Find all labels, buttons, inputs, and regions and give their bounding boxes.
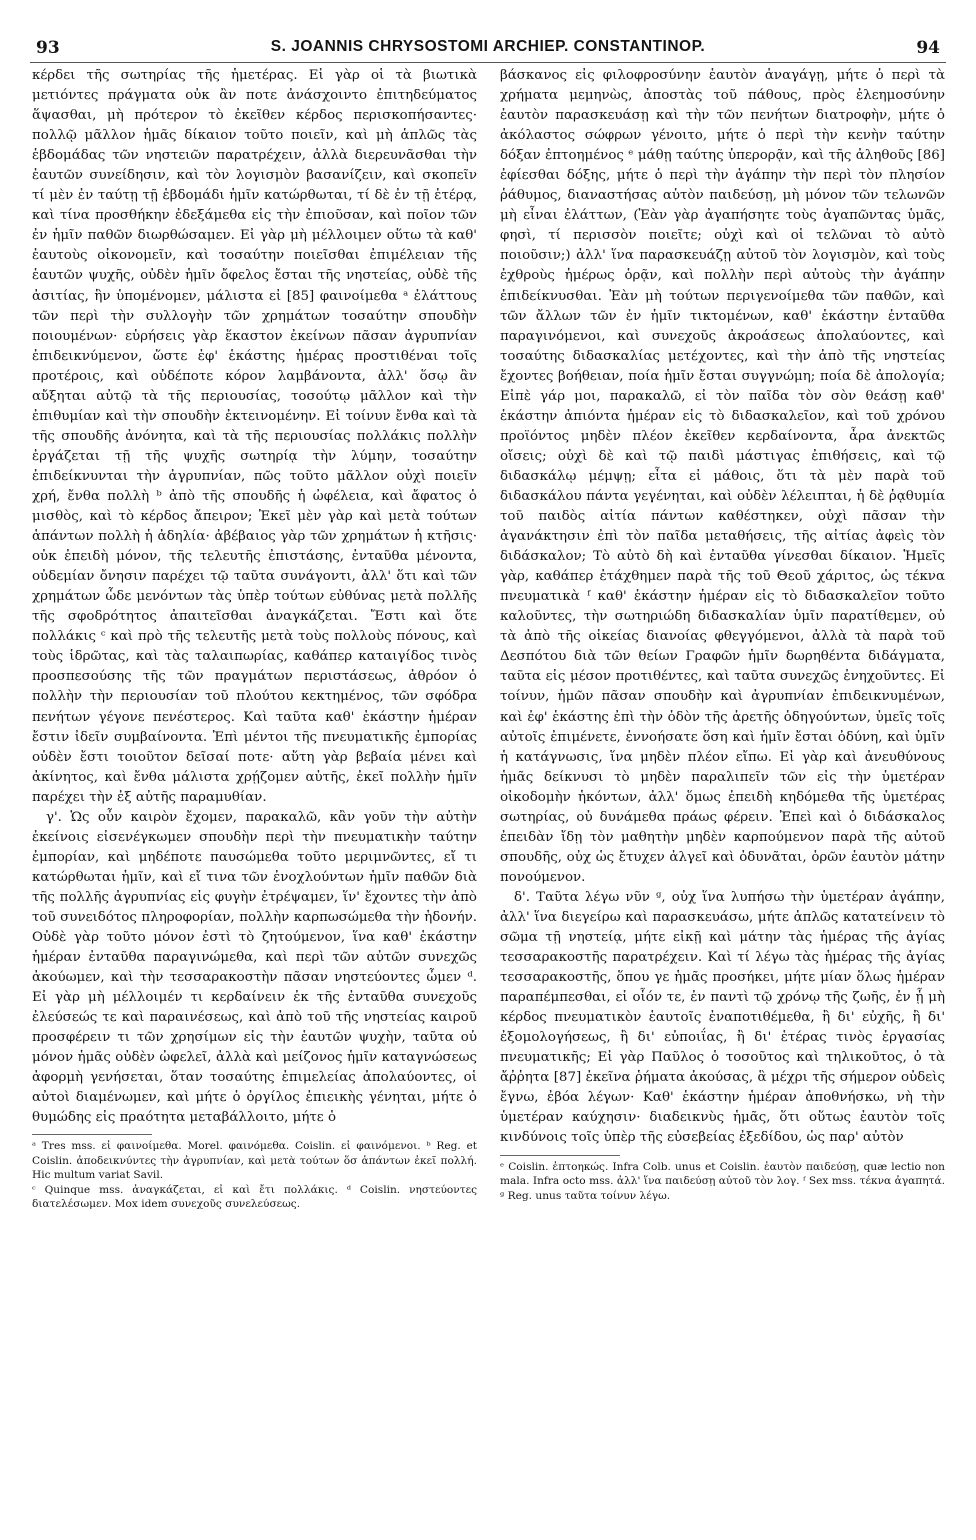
left-column — [32, 66, 477, 1212]
page-number-right: 94 — [916, 38, 940, 58]
footnote: ᵉ Coislin. ἐπτοηκώς. Infra Colb. unus et Coislin. ἑαυτὸν παιδεύσῃ, quæ lectio non mala. Infra octo mss. ἀλλ' ἵνα παιδεύσῃ αὐτοῦ τὸν λογ. ᶠ Sex mss. τέκνα ἀγαπητά. ᵍ Reg. unus ταῦτα τοίνυν λέγω. — [500, 1160, 945, 1202]
footnote: ᶜ Quinque mss. ἀναγκάζεται, εἰ καὶ ἔτι πολλάκις. ᵈ Coislin. νηστεύοντες διατελέσωμεν. Mox idem συνεχοῦς συνελεύσεως. — [32, 1183, 477, 1211]
footnote-rule — [500, 1155, 620, 1156]
paragraph: δ'. Ταῦτα λέγω νῦν ᵍ, οὐχ ἵνα λυπήσω τὴν ὑμετέραν ἀγάπην, ἀλλ' ἵνα διεγείρω καὶ παρασκευάσω, μήτε ἁπλῶς κατατείνειν τὸ σῶμα τῇ νηστείᾳ, μήτε εἰκῇ καὶ μάτην τὰς ἡμέρας τῆς ἁγίας τεσσαρακοστῆς παρατρέχειν. Καὶ τί λέγω τὰς ἡμέρας τῆς ἁγίας τεσσαρακοστῆς, ὅπου γε ἡμᾶς προσήκει, μήτε μίαν ὅλως ἡμέραν παραπέμπεσθαι, εἰ οἷόν τε, ἐν παντὶ τῷ χρόνῳ τῆς ζωῆς, ἐν ᾗ μὴ κέρδος πνευματικὸν ἑαυτοῖς ἐναποτιθέμεθα, ἢ δι' εὐχῆς, ἢ δι' ἐξομολογήσεως, ἢ δι' εὐποιΐας, ἢ δι' ἑτέρας τινὸς ἐργασίας πνευματικῆς; Εἰ γὰρ Παῦλος ὁ τοσοῦτος καὶ τηλικοῦτος, ὁ τὰ ἄῤῥητα [87] ἐκεῖνα ῥήματα ἀκούσας, ἃ μέχρι τῆς σήμερον οὐδεὶς ἔγνω, ἐβόα λέγων· Καθ' ἑκάστην ἡμέραν ἀποθνήσκω, νὴ τὴν ὑμετέραν καύχησιν· διαδεικνὺς ἡμᾶς, ὅτι οὕτως ἑαυτὸν τοῖς κινδύνοις τοῖς ὑπὲρ τῆς εὐσεβείας ἐξεδίδου, ὡς παρ' αὐτὸν — [500, 889, 945, 1146]
running-header — [30, 38, 946, 63]
running-title: S. JOANNIS CHRYSOSTOMI ARCHIEP. CONSTANTINOP. — [270, 38, 706, 55]
paragraph: κέρδει τῆς σωτηρίας τῆς ἡμετέρας. Εἰ γὰρ οἱ τὰ βιωτικὰ μετιόντες πράγματα οὐκ ἂν ποτε ἀνάσχοιντο ἐπιτηδεύματος ἅψασθαι, μὴ πρότερον τὸ ἐκεῖθεν κέρδος περισκοπήσαντες· πολλῷ μᾶλλον ἡμᾶς δίκαιον τοῦτο ποιεῖν, καὶ μὴ ἁπλῶς τὰς ἑβδομάδας τῶν νηστειῶν παρατρέχειν, ἀλλὰ διερευνᾶσθαι τὴν ἑαυτῶν συνείδησιν, καὶ τὸν λογισμὸν βασανίζειν, καὶ σκοπεῖν τί μὲν ἐν ταύτῃ τῇ ἑβδομάδι ἡμῖν κατώρθωται, τί δὲ ἐν τῇ ἑτέρᾳ, καὶ τίνα προσθήκην ἐδεξάμεθα εἰς τὴν ἐπιοῦσαν, καὶ ποῖον τῶν ἐν ἡμῖν παθῶν διωρθώσαμεν. Εἰ γὰρ μὴ μέλλοιμεν οὕτω τὰ καθ' ἑαυτοὺς οἰκονομεῖν, καὶ τοσαύτην ποιεῖσθαι ἐπιμέλειαν τῆς ἑαυτῶν ψυχῆς, οὐδὲν ἡμῖν ὄφελος ἔσται τῆς νηστείας, οὐδὲ τῆς ἀσιτίας, ἣν ὑπομένομεν, μάλιστα εἰ [85] φαινοίμεθα ᵃ ἐλάττους τῶν περὶ τὴν συλλογὴν τῶν χρημάτων τοσαύτην σπουδὴν ποιουμένων· εὑρήσεις γὰρ ἕκαστον ἐκείνων πᾶσαν ἀγρυπνίαν ἐπιδεικνύμενον, ὥστε ἐφ' ἑκάστης ἡμέρας προστιθέναι τοῖς προτέροις, καὶ οὐδέποτε κόρον λαμβάνοντα, ἀλλ' ὅσῳ ἂν αὔξηται αὐτῷ τὰ τῆς περιουσίας, τοσούτῳ μᾶλλον καὶ τὴν ἐπιθυμίαν καὶ τὴν σπουδὴν ἐκτεινομένην. Εἰ τοίνυν ἔνθα καὶ τὰ τῆς σπουδῆς ἀνόνητα, καὶ τὰ τῆς περιουσίας πολλάκις πολλὴν ἐργάζεται τῇ τῆς ψυχῆς σωτηρίᾳ τὴν λύμην, τοσαύτην ἐπιδείκνυνται τὴν ἀγρυπνίαν, πῶς τοῦτο μᾶλλον οὐχὶ ποιεῖν χρή, ἔνθα πολλὴ ᵇ ἀπὸ τῆς σπουδῆς ἡ ὠφέλεια, καὶ ἄφατος ὁ μισθὸς, καὶ τὸ κέρδος ἄπειρον; Ἐκεῖ μὲν γὰρ καὶ μετὰ τούτων ἁπάντων πολλὴ ἡ ἀδηλία· ἀβέβαιος γὰρ τῶν χρημάτων ἡ κτῆσις· οὐκ ἐπειδὴ μόνον, τῆς τελευτῆς ἐπιστάσης, ἐνταῦθα μένοντα, οὐδεμίαν ὄνησιν παρέχει τῷ ταῦτα συνάγοντι, ἀλλ' ὅτι καὶ τῶν χρημάτων ὧδε μενόντων τὰς ὑπὲρ τούτων εὐθύνας μετὰ πολλῆς τῆς σφοδρότητος ἀπαιτεῖσθαι ἀναγκάζεται. Ἔστι καὶ ὅτε πολλάκις ᶜ καὶ πρὸ τῆς τελευτῆς μετὰ τοὺς πολλοὺς πόνους, καὶ τοὺς ἱδρῶτας, καὶ τὰς ταλαιπωρίας, καθάπερ καταιγίδος τινὸς προσπεσούσης τῆς τῶν πραγμάτων περιστάσεως, ἀθρόον ὁ πολλὴν τὴν περιουσίαν τοῦ πλούτου κεκτημένος, τῶν σφόδρα πενήτων γέγονε πενέστερος. Καὶ ταῦτα καθ' ἑκάστην ἡμέραν ἔστιν ἰδεῖν συμβαίνοντα. Ἐπὶ μέντοι τῆς πνευματικῆς ἐμπορίας οὐδὲν ἔστι τοιοῦτον δεῖσαί ποτε· αὕτη γὰρ βεβαία μένει καὶ ἀκίνητος, καὶ ἔνθα μάλιστα χρῄζομεν αὐτῆς, ἐκεῖ πολλὴν ἡμῖν παρέχει τὴν ἐξ αὐτῆς παραμυθίαν. — [32, 68, 477, 805]
footnote: ᵃ Tres mss. εἰ φαινοίμεθα. Morel. φαινόμεθα. Coislin. εἰ φαινόμενοι. ᵇ Reg. et Coislin. ἀποδεικνύντες τὴν ἀγρυπνίαν, καὶ μετὰ τούτων ὅσ ἁπάντων ἐκεῖ πολλή. Hic multum variat Savil. — [32, 1140, 477, 1182]
footnote-rule — [32, 1134, 152, 1135]
page-number-left: 93 — [36, 38, 60, 58]
paragraph: γ'. Ὡς οὖν καιρὸν ἔχομεν, παρακαλῶ, κἂν γοῦν τὴν αὐτὴν ἐκείνοις εἰσενέγκωμεν σπουδὴν περὶ τὴν πνευματικὴν ταύτην ἐμπορίαν, καὶ μηδέποτε παυσώμεθα τοῦτο μεριμνῶντες, εἴ τι κατώρθωται ἡμῖν, καὶ εἴ τινα τῶν ἐνοχλούντων ἡμῖν παθῶν διὰ τῆς πολλῆς ἀγρυπνίας εἰς φυγὴν ἐτρέψαμεν, ἵν' ἔχοντες τὴν ἀπὸ τοῦ συνειδότος πληροφορίαν, πολλὴν καρπωσώμεθα τὴν ἡδονήν. Οὐδὲ γὰρ τοῦτο μόνον ἐστὶ τὸ ζητούμενον, ἵνα καθ' ἑκάστην ἡμέραν ἐνταῦθα παραγινώμεθα, καὶ περὶ τῶν αὐτῶν συνεχῶς ἀκούωμεν, καὶ τὴν τεσσαρακοστὴν πᾶσαν νηστεύοντες ὦμεν ᵈ. Εἰ γὰρ μὴ μέλλοιμέν τι κερδαίνειν ἐκ τῆς ἐνταῦθα συνεχοῦς ἐλεύσεώς τε καὶ παραινέσεως, καὶ ἀπὸ τοῦ τῆς νηστείας καιροῦ προσφέρειν τι τῶν χρησίμων εἰς τὴν ἑαυτῶν ψυχὴν, ταῦτα οὐ μόνον ἡμᾶς οὐδὲν ὠφελεῖ, ἀλλὰ καὶ μείζονος ἡμῖν καταγνώσεως ἀφορμὴ γενήσεται, ὅταν τοσαύτης ἐπιμελείας ἀπολαύοντες, οἱ αὐτοὶ διαμένωμεν, καὶ μήτε ὁ ὀργίλος ἐπιεικὴς γένηται, μήτε ὁ θυμώδης εἰς πραότητα μεταβάλλοιτο, μήτε ὁ — [32, 809, 477, 1126]
paragraph: βάσκανος εἰς φιλοφροσύνην ἑαυτὸν ἀναγάγῃ, μήτε ὁ περὶ τὰ χρήματα μεμηνὼς, ἀποστὰς τοῦ πάθους, πρὸς ἐλεημοσύνην ἑαυτὸν παρασκευάσῃ καὶ τὴν τῶν πενήτων διατροφὴν, μήτε ὁ ἀκόλαστος σώφρων γένοιτο, μήτε ὁ περὶ τὴν κενὴν ταύτην δόξαν ἐπτοημένος ᵉ μάθῃ ταύτης ὑπερορᾷν, καὶ τῆς ἀληθοῦς [86] ἐφίεσθαι δόξης, μήτε ὁ περὶ τὴν ἀγάπην τὴν περὶ τὸν πλησίον ῥάθυμος, διαναστήσας αὑτὸν παιδεύσῃ, μὴ μόνον τῶν τελωνῶν μὴ εἶναι ἐλάττων, (Ἐὰν γὰρ ἀγαπήσητε τοὺς ἀγαπῶντας ὑμᾶς, φησὶ, τί περισσὸν ποιεῖτε; οὐχὶ καὶ οἱ τελῶναι τὸ αὐτὸ ποιοῦσιν;) ἀλλ' ἵνα παρασκευάζῃ αὐτοῦ τὸν λογισμὸν, καὶ τοὺς ἐχθροὺς ἡμέρως ὁρᾷν, καὶ πολλὴν περὶ αὐτοὺς τὴν ἀγάπην ἐπιδείκνυσθαι. Ἐὰν μὴ τούτων περιγενοίμεθα τῶν παθῶν, καὶ τῶν ἄλλων τῶν ἐν ἡμῖν τικτομένων, καθ' ἑκάστην ἐνταῦθα παραγινόμενοι, καὶ συνεχοῦς ἀκροάσεως ἀπολαύοντες, καὶ τοσαύτης διδασκαλίας μετέχοντες, καὶ τὴν ἀπὸ τῆς νηστείας ἔχοντες βοήθειαν, ποία ἡμῖν ἔσται συγγνώμη; ποία δὲ ἀπολογία; Εἰπὲ γάρ μοι, παρακαλῶ, εἰ τὸν παῖδα τὸν σὸν θεάσῃ καθ' ἑκάστην ἀπιόντα ἡμέραν εἰς τὸ διδασκαλεῖον, καὶ τοῦ χρόνου προϊόντος μηδὲν πλέον ἐκεῖθεν κερδαίνοντα, ἆρα ἀνεκτῶς οἴσεις; οὐχὶ δὲ καὶ τῷ παιδὶ μάστιγας ἐπιθήσεις, καὶ τῷ διδασκάλῳ μέμψῃ; εἶτα εἰ μάθοις, ὅτι τὰ μὲν παρὰ τοῦ διδασκάλου πάντα γεγένηται, καὶ οὐδὲν λέλειπται, ἡ δὲ ῥᾳθυμία τοῦ παιδὸς αἰτία πάντων καθέστηκεν, οὐχὶ πᾶσαν τὴν ἀγανάκτησιν ἐπὶ τὸν παῖδα μεταθήσεις, τῆς αἰτίας ἀφεὶς τὸν διδάσκαλον; Τὸ αὐτὸ δὴ καὶ ἐνταῦθα γίνεσθαι δίκαιον. Ἡμεῖς γὰρ, καθάπερ ἐτάχθημεν παρὰ τῆς τοῦ Θεοῦ χάριτος, ὡς τέκνα πνευματικὰ ᶠ καθ' ἑκάστην ἡμέραν εἰς τὸ διδασκαλεῖον τοῦτο καλοῦντες, τὴν σωτηριώδη διδασκαλίαν ὑμῖν παρατίθεμεν, οὐ τὰ ἀπὸ τῆς οἰκείας διανοίας φθεγγόμενοι, ἀλλὰ τὰ παρὰ τοῦ Δεσπότου διὰ τῶν θείων Γραφῶν ἡμῖν δωρηθέντα διδάγματα, ταῦτα εἰς μέσον προτιθέντες, καὶ ταῦτα συνεχῶς ἐνηχοῦντες. Εἰ τοίνυν, ἡμῶν πᾶσαν σπουδὴν καὶ ἀγρυπνίαν ἐπιδεικνυμένων, καὶ ἐφ' ἑκάστης ἐπὶ τὴν ὁδὸν τῆς ἀρετῆς ὁδηγούντων, ὑμεῖς τοῖς αὐτοῖς ἐπιμένετε, ἐννοήσατε ὅση καὶ ἡμῖν ἔσται ὀδύνη, καὶ ὑμῖν ἡ κατάγνωσις, ἵνα μηδὲν πλέον εἴπω. Εἰ γὰρ καὶ ἀνευθύνους ἡμᾶς δείκνυσι τὸ μηδὲν παραλιπεῖν τῶν εἰς τὴν ὑμετέραν οἰκοδομὴν ἡκόντων, ἀλλ' ὅμως ἐπειδὴ κηδόμεθα τῆς ὑμετέρας σωτηρίας, οὐ δυνάμεθα πράως φέρειν. Ἐπεὶ καὶ ὁ διδάσκαλος ἐπειδὰν ἴδῃ τὸν μαθητὴν μηδὲν καρπούμενον παρὰ τῆς αὐτοῦ σπουδῆς, οὐχ ὡς ἔτυχεν ἀλγεῖ καὶ ὀδυνᾶται, ὁρῶν ἑαυτὸν μάτην πονούμενον. — [500, 68, 945, 885]
right-column — [500, 66, 945, 1203]
